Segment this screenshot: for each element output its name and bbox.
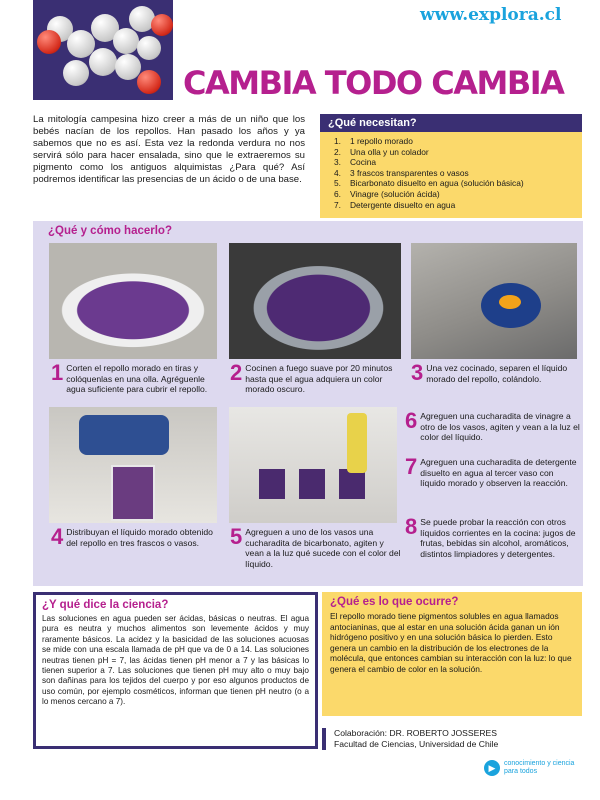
list-item: 3. Cocina <box>334 157 377 168</box>
step-3: 3 Una vez cocinado, separen el líquido morado del repollo, colándolo. <box>411 360 568 385</box>
photo-three-glasses <box>229 407 397 523</box>
materials-box <box>320 114 582 218</box>
explora-logo: ▶ conocimiento y ciencia para todos <box>484 760 574 776</box>
list-item: 4. 3 frascos transparentes o vasos <box>334 167 469 178</box>
list-item: 6. Vinagre (solución ácida) <box>334 188 440 199</box>
step-2: 2 Cocinen a fuego suave por 20 minutos hasta que el agua adquiera un color morado oscuro. <box>230 360 393 395</box>
materials-list <box>320 132 582 210</box>
science-box <box>33 592 318 749</box>
step-7: 7 Agreguen una cucharadita de detergente disuelto en agua al tercer vaso con líquido morado y observen la reacción. <box>405 454 577 489</box>
intro-paragraph: La mitología campesina hizo creer a más de un niño que los bebés nacían de los repollos. Han pasado los años y ya sabemos que no es así. Esta vez la redonda verdura no nos servirá sólo para hacer ensalada, sino que le extraeremos su pigmento como los antiguos alquimistas ¿Para qué? Así podremos identificar las presencias de un ácido o de una base. <box>33 114 305 185</box>
list-item: 7. Detergente disuelto en agua <box>334 199 456 210</box>
step-1: 1 Corten el repollo morado en tiras y colóquenlas en una olla. Agréguenle agua suficiente para cubrir el repollo. <box>51 360 208 395</box>
list-item: 2. Una olla y un colador <box>334 146 429 157</box>
instructions-title: ¿Qué y cómo hacerlo? <box>48 225 172 237</box>
science-text: Las soluciones en agua pueden ser ácidas, básicas o neutras. El agua pura es neutra y muchos alimentos son levemente ácidos y muy raramente básicos. La acidez y la basicidad de las soluciones acuosas se mide con una escala llamada de pH que va de 0 a 14. Las soluciones neutras tienen pH = 7, las ácidas tienen pH menor a 7 y las básicas lo tienen superior a 7. Las soluciones que tienen pH muy alto o muy bajo son dañinas para los tejidos del cuerpo y por eso algunos productos de uso común, por ejemplo cosméticos, informan que tienen pH neutro (o a lo menos cercano a 7). <box>42 614 309 707</box>
site-url[interactable]: www.explora.cl <box>420 5 562 25</box>
credits-institution: Facultad de Ciencias, Universidad de Chile <box>334 739 499 749</box>
explanation-box <box>322 592 582 716</box>
photo-pouring-liquid <box>49 407 217 523</box>
page-title: CAMBIA TODO CAMBIA <box>183 64 564 102</box>
explanation-title: ¿Qué es lo que ocurre? <box>330 596 459 608</box>
play-arrow-icon: ▶ <box>484 760 500 776</box>
step-8: 8 Se puede probar la reacción con otros líquidos corrientes en la cocina: jugos de frutas, bebidas sin alcohol, aromáticos, distintos limpiadores y detergentes. <box>405 514 576 559</box>
list-item: 1. 1 repollo morado <box>334 136 413 146</box>
list-item: 5. Bicarbonato disuelto en agua (solución básica) <box>334 178 524 189</box>
step-5: 5 Agreguen a uno de los vasos una cucharadita de bicarbonato, agiten y vean a la luz qué sucede con el color del líquido. <box>230 524 401 569</box>
explanation-text: El repollo morado tiene pigmentos solubles en agua llamados antocianinas, que al estar en una solución ácida ganan un ión hidrógeno positivo y en una solución básica lo pierden. Esto genera un cambio en la distribución de los electrones de la molécula, que entonces cambian su interacción con la luz: lo que genera el cambio de color en la solución. <box>330 611 572 674</box>
photo-pot-cooking <box>229 243 401 359</box>
step-6: 6 Agreguen una cucharadita de vinagre a otro de los vasos, agiten y vean a la luz el color del líquido. <box>405 408 580 443</box>
science-title: ¿Y qué dice la ciencia? <box>42 599 169 611</box>
step-4: 4 Distribuyan el líquido morado obtenido del repollo en tres frascos o vasos. <box>51 524 213 549</box>
credits-collaborator: Colaboración: DR. ROBERTO JOSSERES <box>334 728 498 738</box>
instructions-section <box>33 221 583 586</box>
materials-title: ¿Qué necesitan? <box>320 114 582 132</box>
photo-chopped-cabbage <box>49 243 217 359</box>
photo-straining <box>411 243 577 359</box>
molecule-illustration <box>33 0 173 100</box>
credits <box>322 728 552 750</box>
